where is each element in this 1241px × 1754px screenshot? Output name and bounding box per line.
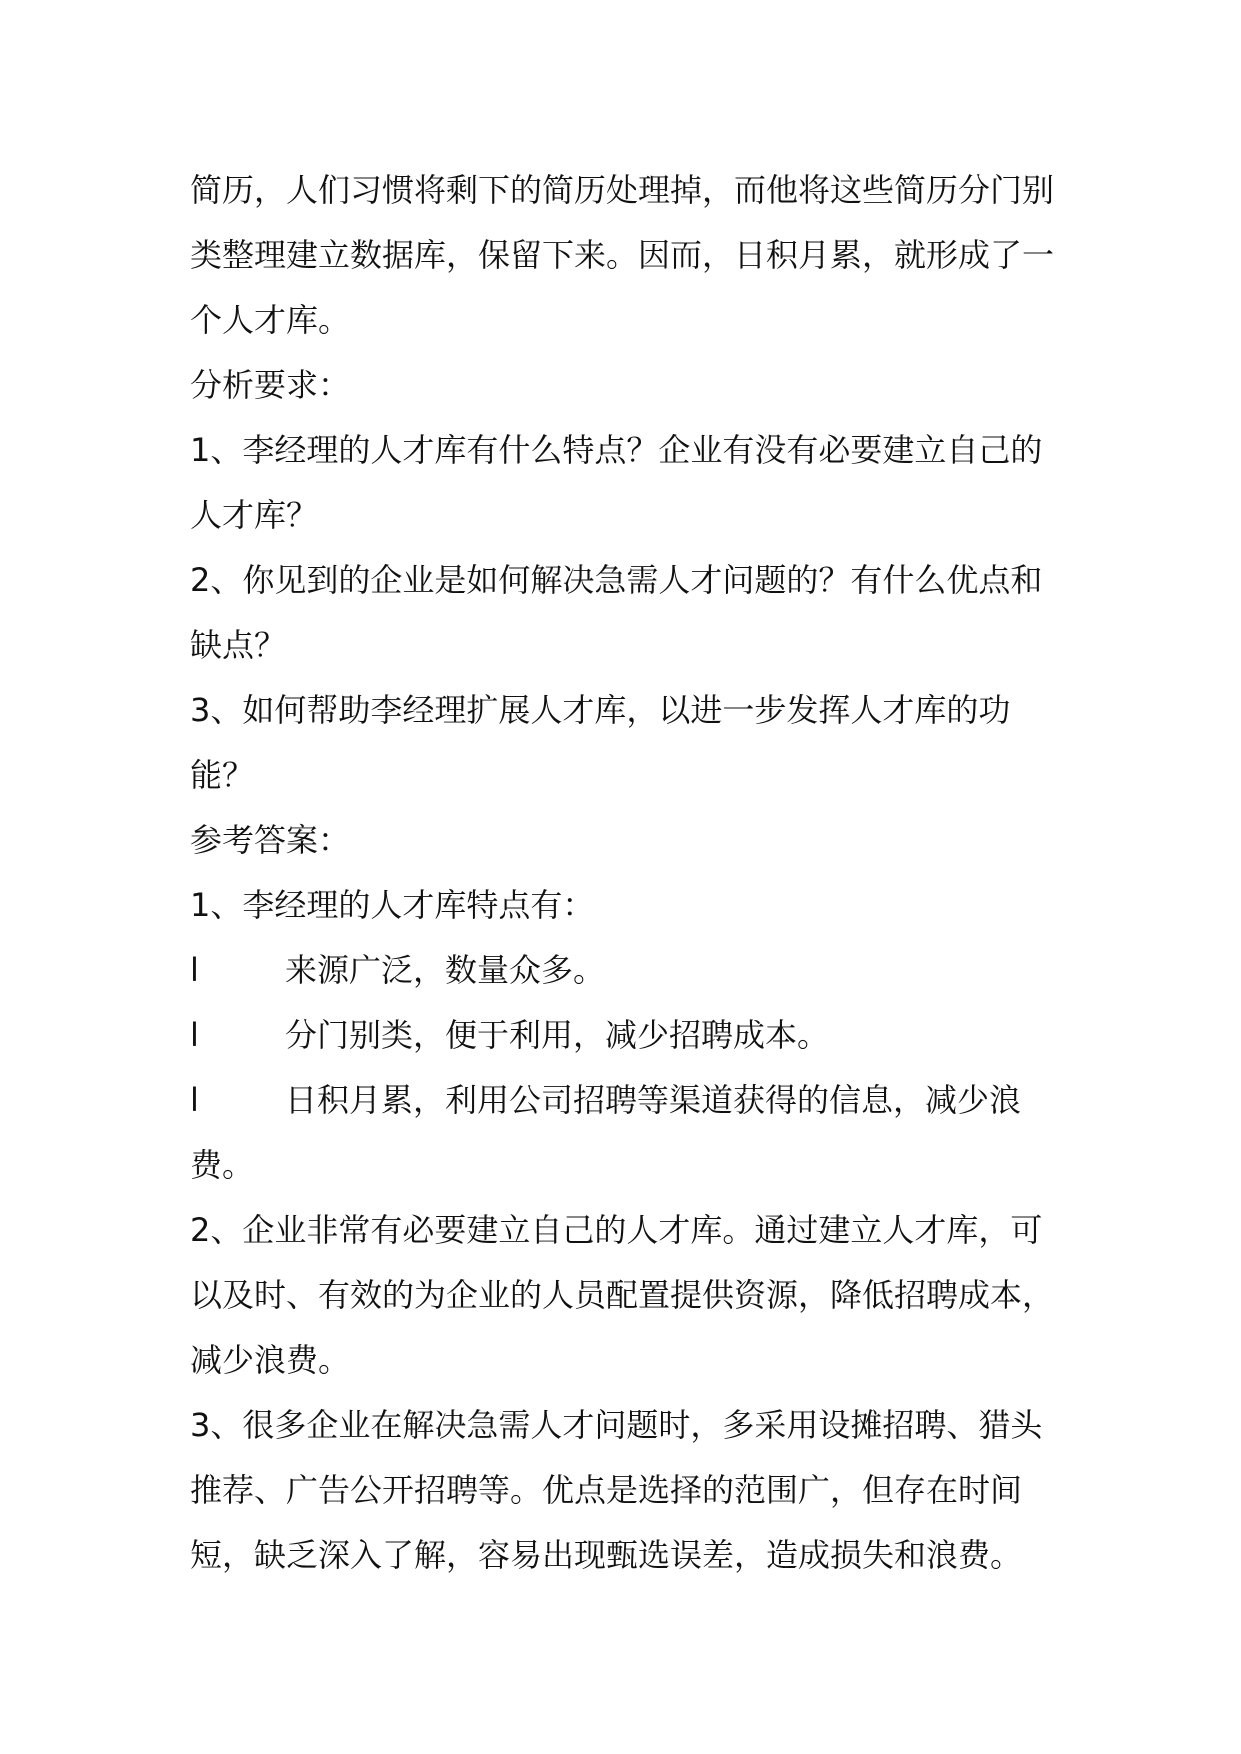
bullet-text: 日积月累，利用公司招聘等渠道获得的信息，减少浪费。 [190, 1081, 1022, 1184]
analysis-heading: 分析要求： [190, 366, 351, 404]
answer-heading: 参考答案： [190, 821, 351, 859]
intro-paragraph: 简历，人们习惯将剩下的简历处理掉，而他将这些简历分门别类整理建立数据库，保留下来。因而，日积月累，就形成了一个人才库。 [190, 171, 1055, 339]
question-1: 1、李经理的人才库有什么特点？企业有没有必要建立自己的人才库？ [190, 431, 1043, 534]
bullet-item [190, 1003, 1070, 1068]
answer-3: 3、很多企业在解决急需人才问题时，多采用设摊招聘、猎头推荐、广告公开招聘等。优点是选择的范围广，但存在时间短，缺乏深入了解，容易出现甄选误差，造成损失和浪费。 [190, 1406, 1043, 1574]
bullet-text: 来源广泛，数量众多。 [285, 951, 606, 989]
answer-1-intro: 1、李经理的人才库特点有： [190, 886, 595, 924]
bullet-marker: l [190, 1081, 199, 1119]
question-2: 2、你见到的企业是如何解决急需人才问题的？有什么优点和缺点？ [190, 561, 1043, 664]
document-body [190, 158, 1070, 1588]
bullet-marker: l [190, 1016, 199, 1054]
answer-2: 2、企业非常有必要建立自己的人才库。通过建立人才库，可以及时、有效的为企业的人员配置提供资源，降低招聘成本，减少浪费。 [190, 1211, 1055, 1379]
bullet-text: 分门别类，便于利用，减少招聘成本。 [285, 1016, 830, 1054]
bullet-item [190, 1068, 1070, 1198]
bullet-item [190, 938, 1070, 1003]
bullet-marker: l [190, 951, 199, 989]
question-3: 3、如何帮助李经理扩展人才库，以进一步发挥人才库的功能？ [190, 691, 1011, 794]
